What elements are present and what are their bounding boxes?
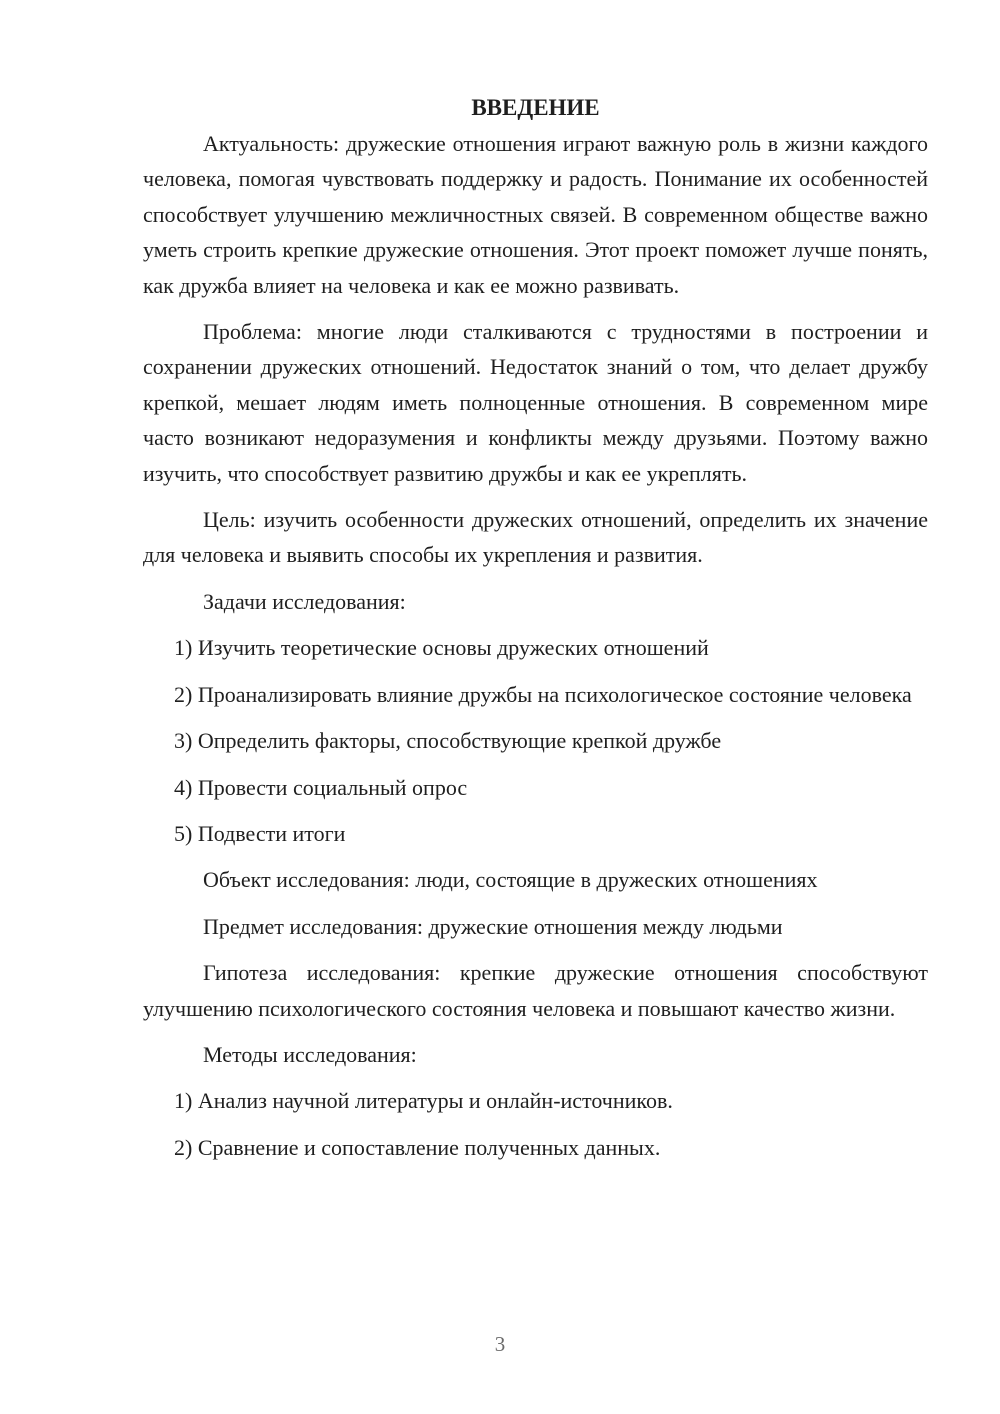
subject-paragraph: Предмет исследования: дружеские отношения между людьми	[203, 913, 783, 939]
tasks-heading: Задачи исследования:	[203, 588, 406, 614]
relevance-paragraph: Актуальность: дружеские отношения играют важную роль в жизни каждого человека, помогая чувствовать поддержку и радость. Понимание их особенностей способствует улучшению межличностных связей. В современном обществе важно уметь строить крепкие дружеские отношения. Этот проект поможет лучше понять, как дружба влияет на человека и как ее можно развивать.	[143, 131, 928, 298]
document-title: ВВЕДЕНИЕ	[471, 95, 600, 120]
task-item-5: 5) Подвести итоги	[174, 820, 346, 846]
task-item-4: 4) Провести социальный опрос	[174, 774, 468, 800]
task-item-3: 3) Определить факторы, способствующие крепкой дружбе	[174, 728, 722, 754]
page-number: 3	[494, 1332, 506, 1356]
task-item-1: 1) Изучить теоретические основы дружеских отношений	[174, 635, 709, 661]
hypothesis-paragraph: Гипотеза исследования: крепкие дружеские отношения способствуют улучшению психологического состояния человека и повышают качество жизни.	[143, 960, 928, 1021]
method-item-1: 1) Анализ научной литературы и онлайн-источников.	[174, 1088, 673, 1114]
methods-heading: Методы исследования:	[203, 1041, 417, 1067]
goal-paragraph: Цель: изучить особенности дружеских отношений, определить их значение для человека и выявить способы их укрепления и развития.	[143, 507, 928, 568]
problem-paragraph: Проблема: многие люди сталкиваются с трудностями в построении и сохранении дружеских отношений. Недостаток знаний о том, что делает дружбу крепкой, мешает людям иметь полноценные отношения. В современном мире часто возникают недоразумения и конфликты между друзьями. Поэтому важно изучить, что способствует развитию дружбы и как ее укреплять.	[143, 319, 928, 486]
document-page	[143, 90, 928, 1176]
object-paragraph: Объект исследования: люди, состоящие в дружеских отношениях	[203, 867, 818, 893]
task-item-2: 2) Проанализировать влияние дружбы на психологическое состояние человека	[174, 681, 912, 707]
method-item-2: 2) Сравнение и сопоставление полученных данных.	[174, 1134, 661, 1160]
